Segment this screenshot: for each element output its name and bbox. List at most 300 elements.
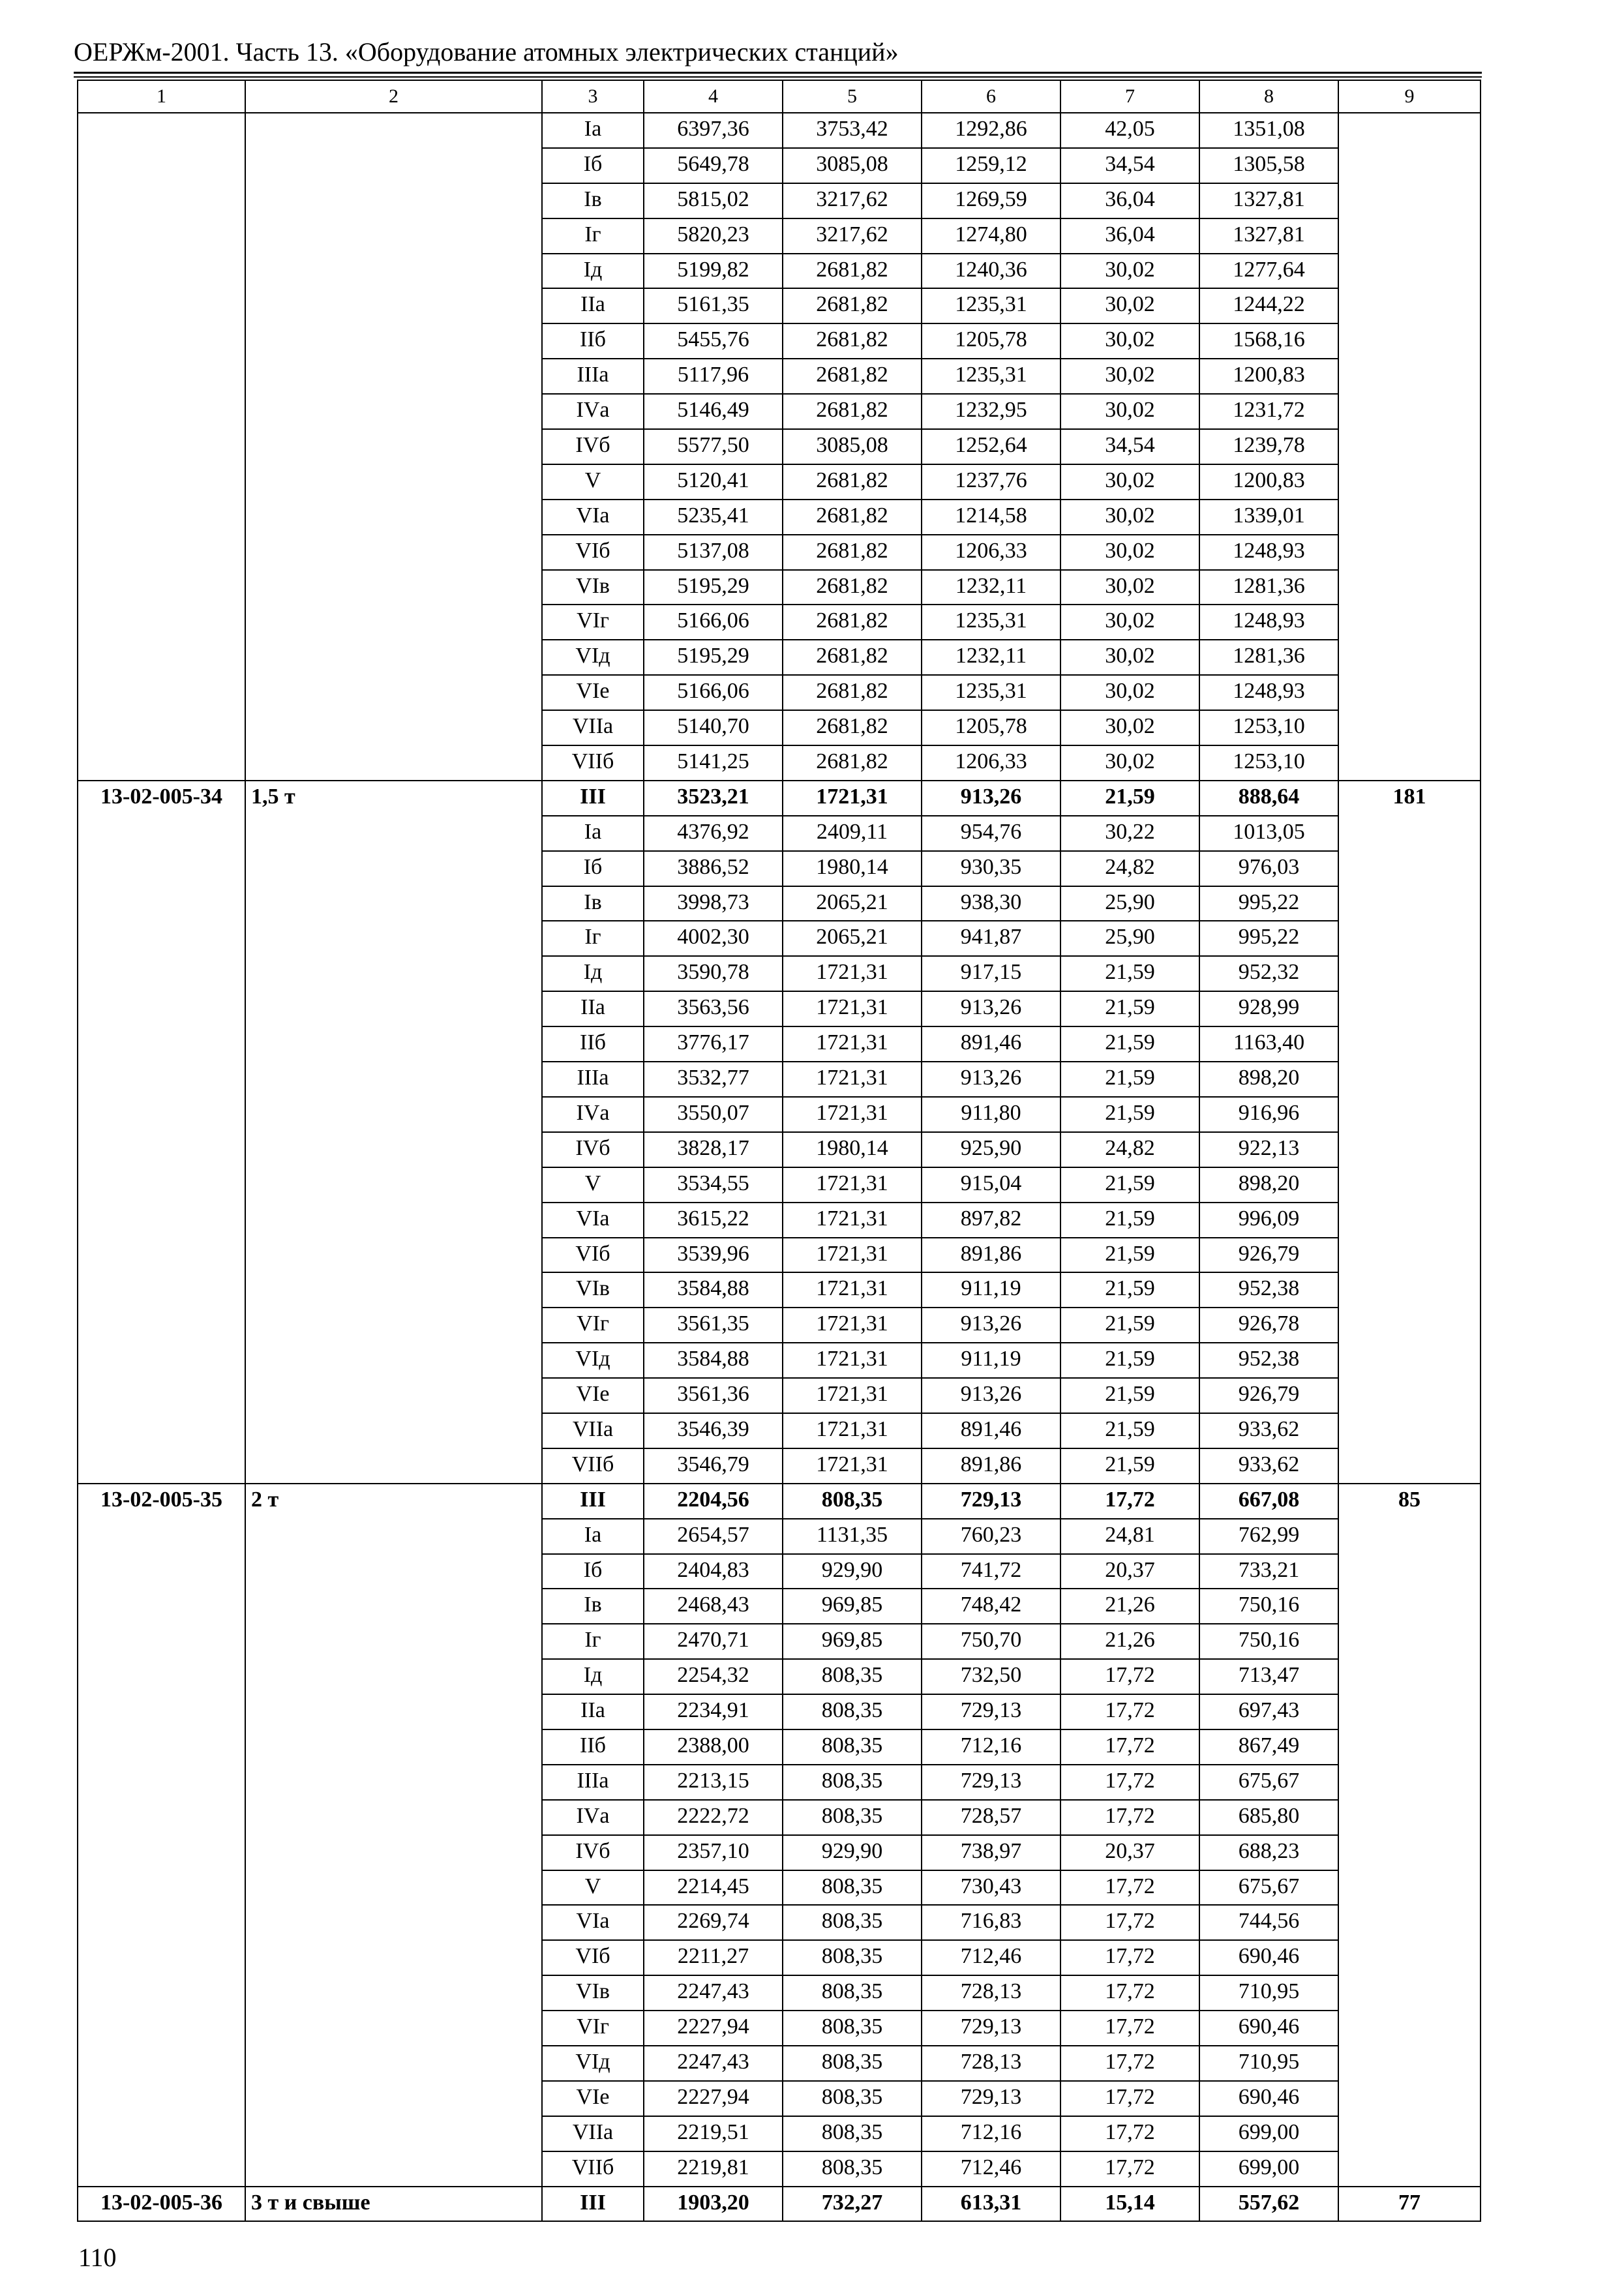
total-cost-cell: 6397,36 (644, 113, 783, 148)
category-cell: Iв (542, 183, 644, 218)
materials-cell: 690,46 (1199, 2081, 1338, 2116)
machinists-wages-cell: 21,59 (1060, 956, 1199, 991)
category-cell: VIе (542, 1378, 644, 1413)
materials-cell: 926,79 (1199, 1238, 1338, 1273)
machinists-wages-cell: 34,54 (1060, 429, 1199, 464)
page-header: ОЕРЖм-2001. Часть 13. «Оборудование атомных электрических станций» (74, 37, 899, 67)
total-cost-cell: 2357,10 (644, 1835, 783, 1870)
category-cell: Iд (542, 956, 644, 991)
materials-cell: 898,20 (1199, 1062, 1338, 1097)
machinists-wages-cell: 17,72 (1060, 1940, 1199, 1975)
machines-cell: 741,72 (922, 1554, 1060, 1589)
column-number: 7 (1060, 80, 1199, 113)
materials-cell: 867,49 (1199, 1729, 1338, 1765)
wages-cell: 1721,31 (783, 1413, 922, 1448)
machinists-wages-cell: 17,72 (1060, 2046, 1199, 2081)
machines-cell: 1214,58 (922, 500, 1060, 535)
machinists-wages-cell: 17,72 (1060, 1729, 1199, 1765)
machinists-wages-cell: 17,72 (1060, 1800, 1199, 1835)
category-cell: Iд (542, 254, 644, 289)
machinists-wages-cell: 21,59 (1060, 1203, 1199, 1238)
total-cost-cell: 3828,17 (644, 1132, 783, 1167)
materials-cell: 1013,05 (1199, 816, 1338, 851)
machinists-wages-cell: 17,72 (1060, 1484, 1199, 1519)
total-cost-cell: 3546,79 (644, 1448, 783, 1484)
total-cost-cell: 2211,27 (644, 1940, 783, 1975)
item-code: 13-02-005-36 (78, 2187, 245, 2222)
total-cost-cell: 5577,50 (644, 429, 783, 464)
category-cell: III (542, 781, 644, 816)
materials-cell: 690,46 (1199, 2011, 1338, 2046)
machinists-wages-cell: 17,72 (1060, 1975, 1199, 2011)
column-number: 2 (245, 80, 542, 113)
machinists-wages-cell: 17,72 (1060, 2081, 1199, 2116)
item-name: 2 т (245, 1484, 542, 2187)
wages-cell: 1721,31 (783, 1308, 922, 1343)
total-cost-cell: 2204,56 (644, 1484, 783, 1519)
machines-cell: 1232,11 (922, 640, 1060, 675)
category-cell: Iг (542, 921, 644, 956)
materials-cell: 675,67 (1199, 1765, 1338, 1800)
total-cost-cell: 2468,43 (644, 1589, 783, 1624)
materials-cell: 710,95 (1199, 1975, 1338, 2011)
wages-cell: 1721,31 (783, 1167, 922, 1203)
total-cost-cell: 2247,43 (644, 2046, 783, 2081)
category-cell: IVа (542, 1097, 644, 1132)
materials-cell: 1281,36 (1199, 640, 1338, 675)
machinists-wages-cell: 21,59 (1060, 781, 1199, 816)
category-cell: VIг (542, 605, 644, 640)
wages-cell: 808,35 (783, 1975, 922, 2011)
total-cost-cell: 5161,35 (644, 288, 783, 323)
machinists-wages-cell: 17,72 (1060, 2116, 1199, 2151)
machinists-wages-cell: 30,02 (1060, 745, 1199, 781)
column-number: 4 (644, 80, 783, 113)
materials-cell: 557,62 (1199, 2187, 1338, 2222)
machinists-wages-cell: 17,72 (1060, 1905, 1199, 1940)
machinists-wages-cell: 21,26 (1060, 1624, 1199, 1659)
category-cell: IVб (542, 429, 644, 464)
machines-cell: 1235,31 (922, 359, 1060, 394)
header-rule (74, 72, 1482, 74)
total-cost-cell: 5120,41 (644, 464, 783, 500)
total-cost-cell: 2247,43 (644, 1975, 783, 2011)
materials-cell: 1248,93 (1199, 675, 1338, 710)
total-cost-cell: 3563,56 (644, 991, 783, 1026)
total-cost-cell: 2269,74 (644, 1905, 783, 1940)
header-rule-thin (74, 76, 1482, 78)
wages-cell: 808,35 (783, 1694, 922, 1729)
total-cost-cell: 5146,49 (644, 394, 783, 429)
price-table (77, 80, 1481, 2222)
item-code: 13-02-005-34 (78, 781, 245, 1484)
materials-cell: 762,99 (1199, 1519, 1338, 1554)
total-cost-cell: 3523,21 (644, 781, 783, 816)
wages-cell: 1721,31 (783, 1026, 922, 1062)
wages-cell: 808,35 (783, 1870, 922, 1906)
machines-cell: 760,23 (922, 1519, 1060, 1554)
wages-cell: 808,35 (783, 1765, 922, 1800)
total-cost-cell: 2404,83 (644, 1554, 783, 1589)
wages-cell: 1721,31 (783, 1238, 922, 1273)
wages-cell: 3217,62 (783, 183, 922, 218)
item-name: 1,5 т (245, 781, 542, 1484)
category-cell: IIб (542, 1729, 644, 1765)
machinists-wages-cell: 25,90 (1060, 886, 1199, 921)
category-cell: VIд (542, 640, 644, 675)
machinists-wages-cell: 36,04 (1060, 183, 1199, 218)
machinists-wages-cell: 30,02 (1060, 500, 1199, 535)
category-cell: Iв (542, 1589, 644, 1624)
total-cost-cell: 2219,51 (644, 2116, 783, 2151)
materials-cell: 1200,83 (1199, 464, 1338, 500)
category-cell: VIIб (542, 1448, 644, 1484)
machinists-wages-cell: 17,72 (1060, 2151, 1199, 2187)
wages-cell: 808,35 (783, 1800, 922, 1835)
category-cell: VIIб (542, 745, 644, 781)
materials-cell: 688,23 (1199, 1835, 1338, 1870)
machines-cell: 1252,64 (922, 429, 1060, 464)
total-cost-cell: 5820,23 (644, 218, 783, 254)
table-row (78, 2187, 1481, 2222)
wages-cell: 1721,31 (783, 1097, 922, 1132)
machinists-wages-cell: 36,04 (1060, 218, 1199, 254)
materials-cell: 933,62 (1199, 1448, 1338, 1484)
total-cost-cell: 5195,29 (644, 570, 783, 605)
machinists-wages-cell: 20,37 (1060, 1835, 1199, 1870)
wages-cell: 2681,82 (783, 535, 922, 570)
wages-cell: 969,85 (783, 1589, 922, 1624)
total-cost-cell: 3776,17 (644, 1026, 783, 1062)
machines-cell: 913,26 (922, 991, 1060, 1026)
item-code: 13-02-005-35 (78, 1484, 245, 2187)
machinists-wages-cell: 21,59 (1060, 1167, 1199, 1203)
machines-cell: 1269,59 (922, 183, 1060, 218)
machines-cell: 748,42 (922, 1589, 1060, 1624)
materials-cell: 685,80 (1199, 1800, 1338, 1835)
category-cell: Iг (542, 218, 644, 254)
machines-cell: 712,16 (922, 2116, 1060, 2151)
category-cell: VIб (542, 535, 644, 570)
materials-cell: 995,22 (1199, 921, 1338, 956)
materials-cell: 1281,36 (1199, 570, 1338, 605)
category-cell: VIв (542, 1975, 644, 2011)
total-cost-cell: 5199,82 (644, 254, 783, 289)
machinists-wages-cell: 21,59 (1060, 1343, 1199, 1378)
wages-cell: 929,90 (783, 1554, 922, 1589)
total-cost-cell: 4376,92 (644, 816, 783, 851)
machines-cell: 613,31 (922, 2187, 1060, 2222)
total-cost-cell: 2470,71 (644, 1624, 783, 1659)
wages-cell: 1721,31 (783, 956, 922, 991)
materials-cell: 995,22 (1199, 886, 1338, 921)
table-row (78, 781, 1481, 816)
category-cell: IIIа (542, 1062, 644, 1097)
wages-cell: 3085,08 (783, 429, 922, 464)
category-cell: Iг (542, 1624, 644, 1659)
category-cell: VIIа (542, 2116, 644, 2151)
wages-cell: 1980,14 (783, 851, 922, 886)
total-cost-cell: 2222,72 (644, 1800, 783, 1835)
materials-cell: 952,38 (1199, 1272, 1338, 1308)
total-cost-cell: 3561,35 (644, 1308, 783, 1343)
machinists-wages-cell: 24,82 (1060, 851, 1199, 886)
materials-cell: 690,46 (1199, 1940, 1338, 1975)
wages-cell: 808,35 (783, 2151, 922, 2187)
machines-cell: 1235,31 (922, 288, 1060, 323)
machines-cell: 738,97 (922, 1835, 1060, 1870)
machinists-wages-cell: 17,72 (1060, 1694, 1199, 1729)
wages-cell: 3085,08 (783, 148, 922, 183)
machinists-wages-cell: 21,26 (1060, 1589, 1199, 1624)
total-cost-cell: 2227,94 (644, 2081, 783, 2116)
item-total: 85 (1338, 1484, 1481, 2187)
materials-cell: 1253,10 (1199, 745, 1338, 781)
materials-cell: 1248,93 (1199, 535, 1338, 570)
machinists-wages-cell: 30,02 (1060, 394, 1199, 429)
machinists-wages-cell: 30,02 (1060, 675, 1199, 710)
code-cell-empty (78, 113, 245, 781)
total-cost-cell: 5195,29 (644, 640, 783, 675)
total-cost-cell: 4002,30 (644, 921, 783, 956)
machines-cell: 913,26 (922, 1308, 1060, 1343)
total-cost-cell: 5137,08 (644, 535, 783, 570)
wages-cell: 1721,31 (783, 1272, 922, 1308)
materials-cell: 750,16 (1199, 1624, 1338, 1659)
category-cell: VIв (542, 1272, 644, 1308)
machinists-wages-cell: 30,02 (1060, 288, 1199, 323)
materials-cell: 699,00 (1199, 2116, 1338, 2151)
machinists-wages-cell: 25,90 (1060, 921, 1199, 956)
table-row (78, 1484, 1481, 1519)
machinists-wages-cell: 21,59 (1060, 1448, 1199, 1484)
wages-cell: 1721,31 (783, 781, 922, 816)
total-cost-cell: 5455,76 (644, 323, 783, 359)
materials-cell: 744,56 (1199, 1905, 1338, 1940)
machinists-wages-cell: 24,82 (1060, 1132, 1199, 1167)
category-cell: IVб (542, 1835, 644, 1870)
machines-cell: 1235,31 (922, 605, 1060, 640)
machines-cell: 712,46 (922, 2151, 1060, 2187)
machines-cell: 712,46 (922, 1940, 1060, 1975)
table-row (78, 113, 1481, 148)
total-cost-cell: 5141,25 (644, 745, 783, 781)
total-cost-cell: 3886,52 (644, 851, 783, 886)
materials-cell: 1253,10 (1199, 710, 1338, 745)
total-cost-cell: 1903,20 (644, 2187, 783, 2222)
materials-cell: 697,43 (1199, 1694, 1338, 1729)
machinists-wages-cell: 17,72 (1060, 1659, 1199, 1694)
category-cell: Iв (542, 886, 644, 921)
total-cost-cell: 2214,45 (644, 1870, 783, 1906)
category-cell: Iа (542, 816, 644, 851)
category-cell: VIг (542, 1308, 644, 1343)
machines-cell: 938,30 (922, 886, 1060, 921)
machinists-wages-cell: 21,59 (1060, 991, 1199, 1026)
machines-cell: 891,46 (922, 1413, 1060, 1448)
materials-cell: 933,62 (1199, 1413, 1338, 1448)
total-cost-cell: 3561,36 (644, 1378, 783, 1413)
category-cell: Iа (542, 1519, 644, 1554)
category-cell: IIа (542, 991, 644, 1026)
total-cell-empty (1338, 113, 1481, 781)
materials-cell: 750,16 (1199, 1589, 1338, 1624)
category-cell: Iб (542, 148, 644, 183)
category-cell: IIб (542, 323, 644, 359)
materials-cell: 667,08 (1199, 1484, 1338, 1519)
wages-cell: 808,35 (783, 2046, 922, 2081)
machines-cell: 730,43 (922, 1870, 1060, 1906)
machines-cell: 1205,78 (922, 323, 1060, 359)
wages-cell: 2065,21 (783, 921, 922, 956)
machinists-wages-cell: 17,72 (1060, 2011, 1199, 2046)
machinists-wages-cell: 42,05 (1060, 113, 1199, 148)
materials-cell: 699,00 (1199, 2151, 1338, 2187)
machines-cell: 930,35 (922, 851, 1060, 886)
machines-cell: 728,13 (922, 1975, 1060, 2011)
machines-cell: 729,13 (922, 2011, 1060, 2046)
wages-cell: 2681,82 (783, 394, 922, 429)
category-cell: VIе (542, 2081, 644, 2116)
category-cell: III (542, 1484, 644, 1519)
machines-cell: 1240,36 (922, 254, 1060, 289)
materials-cell: 926,78 (1199, 1308, 1338, 1343)
wages-cell: 1721,31 (783, 991, 922, 1026)
category-cell: IVб (542, 1132, 644, 1167)
materials-cell: 1327,81 (1199, 183, 1338, 218)
total-cost-cell: 3546,39 (644, 1413, 783, 1448)
wages-cell: 2681,82 (783, 500, 922, 535)
materials-cell: 1351,08 (1199, 113, 1338, 148)
total-cost-cell: 2213,15 (644, 1765, 783, 1800)
materials-cell: 976,03 (1199, 851, 1338, 886)
machinists-wages-cell: 21,59 (1060, 1026, 1199, 1062)
machinists-wages-cell: 15,14 (1060, 2187, 1199, 2222)
wages-cell: 2409,11 (783, 816, 922, 851)
category-cell: III (542, 2187, 644, 2222)
wages-cell: 808,35 (783, 1940, 922, 1975)
materials-cell: 1244,22 (1199, 288, 1338, 323)
machines-cell: 1205,78 (922, 710, 1060, 745)
materials-cell: 926,79 (1199, 1378, 1338, 1413)
wages-cell: 2681,82 (783, 254, 922, 289)
materials-cell: 952,32 (1199, 956, 1338, 991)
wages-cell: 3217,62 (783, 218, 922, 254)
machinists-wages-cell: 17,72 (1060, 1765, 1199, 1800)
total-cost-cell: 2388,00 (644, 1729, 783, 1765)
machines-cell: 897,82 (922, 1203, 1060, 1238)
total-cost-cell: 2219,81 (644, 2151, 783, 2187)
wages-cell: 2681,82 (783, 710, 922, 745)
category-cell: VIд (542, 2046, 644, 2081)
column-number: 1 (78, 80, 245, 113)
page-number: 110 (78, 2243, 117, 2272)
total-cost-cell: 3998,73 (644, 886, 783, 921)
materials-cell: 922,13 (1199, 1132, 1338, 1167)
machines-cell: 911,19 (922, 1343, 1060, 1378)
materials-cell: 1568,16 (1199, 323, 1338, 359)
category-cell: Iд (542, 1659, 644, 1694)
machines-cell: 913,26 (922, 781, 1060, 816)
category-cell: VIIб (542, 2151, 644, 2187)
materials-cell: 1277,64 (1199, 254, 1338, 289)
machinists-wages-cell: 30,22 (1060, 816, 1199, 851)
machinists-wages-cell: 30,02 (1060, 640, 1199, 675)
wages-cell: 969,85 (783, 1624, 922, 1659)
machines-cell: 925,90 (922, 1132, 1060, 1167)
wages-cell: 2681,82 (783, 675, 922, 710)
category-cell: VIа (542, 1905, 644, 1940)
total-cost-cell: 3534,55 (644, 1167, 783, 1203)
materials-cell: 1327,81 (1199, 218, 1338, 254)
materials-cell: 898,20 (1199, 1167, 1338, 1203)
machinists-wages-cell: 30,02 (1060, 464, 1199, 500)
materials-cell: 1248,93 (1199, 605, 1338, 640)
total-cost-cell: 5166,06 (644, 675, 783, 710)
category-cell: VIа (542, 500, 644, 535)
wages-cell: 2681,82 (783, 288, 922, 323)
category-cell: IIа (542, 1694, 644, 1729)
wages-cell: 1721,31 (783, 1343, 922, 1378)
category-cell: VIв (542, 570, 644, 605)
column-number: 3 (542, 80, 644, 113)
machinists-wages-cell: 21,59 (1060, 1308, 1199, 1343)
materials-cell: 952,38 (1199, 1343, 1338, 1378)
total-cost-cell: 3532,77 (644, 1062, 783, 1097)
wages-cell: 808,35 (783, 1659, 922, 1694)
machines-cell: 732,50 (922, 1659, 1060, 1694)
column-number: 8 (1199, 80, 1338, 113)
total-cost-cell: 3615,22 (644, 1203, 783, 1238)
wages-cell: 1131,35 (783, 1519, 922, 1554)
wages-cell: 808,35 (783, 2116, 922, 2151)
total-cost-cell: 3590,78 (644, 956, 783, 991)
materials-cell: 928,99 (1199, 991, 1338, 1026)
total-cost-cell: 3550,07 (644, 1097, 783, 1132)
machines-cell: 891,86 (922, 1448, 1060, 1484)
wages-cell: 808,35 (783, 1729, 922, 1765)
machinists-wages-cell: 21,59 (1060, 1378, 1199, 1413)
wages-cell: 1721,31 (783, 1378, 922, 1413)
machines-cell: 1232,11 (922, 570, 1060, 605)
wages-cell: 2681,82 (783, 359, 922, 394)
machines-cell: 891,46 (922, 1026, 1060, 1062)
machinists-wages-cell: 24,81 (1060, 1519, 1199, 1554)
item-total: 181 (1338, 781, 1481, 1484)
machinists-wages-cell: 30,02 (1060, 323, 1199, 359)
machines-cell: 1235,31 (922, 675, 1060, 710)
category-cell: VIIа (542, 710, 644, 745)
total-cost-cell: 3584,88 (644, 1272, 783, 1308)
name-cell-empty (245, 113, 542, 781)
total-cost-cell: 5140,70 (644, 710, 783, 745)
wages-cell: 2681,82 (783, 323, 922, 359)
machines-cell: 1206,33 (922, 535, 1060, 570)
category-cell: VIе (542, 675, 644, 710)
item-name: 3 т и свыше (245, 2187, 542, 2222)
column-number: 6 (922, 80, 1060, 113)
machinists-wages-cell: 21,59 (1060, 1238, 1199, 1273)
category-cell: Iб (542, 851, 644, 886)
wages-cell: 2681,82 (783, 605, 922, 640)
wages-cell: 2681,82 (783, 745, 922, 781)
machines-cell: 911,19 (922, 1272, 1060, 1308)
wages-cell: 808,35 (783, 2081, 922, 2116)
category-cell: V (542, 1870, 644, 1906)
machinists-wages-cell: 21,59 (1060, 1062, 1199, 1097)
machines-cell: 891,86 (922, 1238, 1060, 1273)
machines-cell: 729,13 (922, 2081, 1060, 2116)
